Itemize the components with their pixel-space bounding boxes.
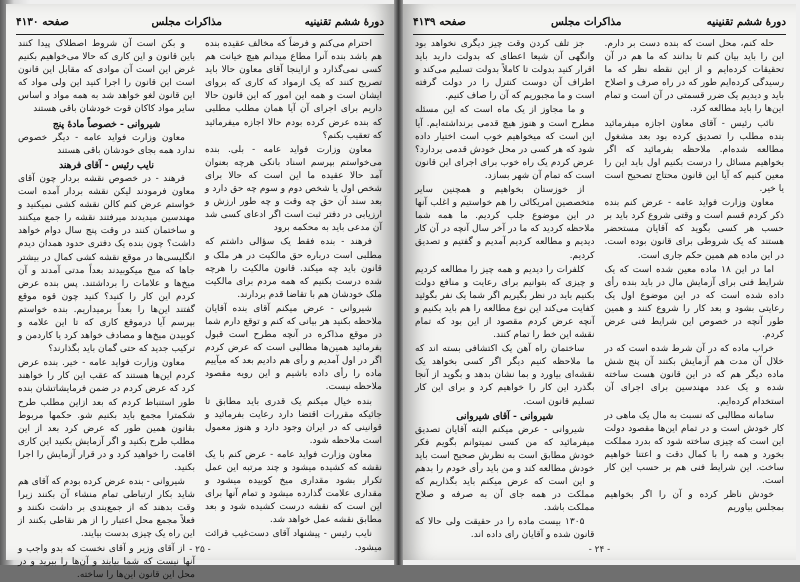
left-column-a-paragraph: و بکن است آن شروط اصطلاک پیدا کنند باین قانون و این کاری که حالا می‌خواهیم بکنیم غرض این است آن مواد‌ی که مقابل این قانون است این قانون را اجرا کنید این ولی مواد که این قانون لغو خواهد شد به همه مواد و اساس سایر مواد کاکان قوت خودشان باقی هستند <box>18 39 195 115</box>
left-column-a-paragraph: نایب رئیس - آقای فرهند <box>59 159 154 171</box>
left-column-b-paragraph: احترام می‌کنم و فرضاً که مخالف عقیده بنده هم باشد بنده آنرا مطاع میدانم هیچ خیانت هم کسی نمی‌گذارد و ازاینجا آقای معاون حالا باید تصریح کنند که یک ازمواد که کاری که بروای ایشان است و همه این امور که این قانون حالا داریم برای اجرای آن آیا همان مطلب مطلبی که بنده عرض کرده بودم حالا اجازه میفرمائید که تعقیب بکنم؟ <box>205 39 382 141</box>
right-column-b-paragraph: سامانه مطالبی که نسبت به مال یک ماهی در کار خودش است و در تمام این‌ها مقصود دولت این است که چیزی ساخته شود که بدرد مملکت بخورد و همه را با کمال دقت و اعتنا خواهیم ساخت. این شرایط فنی هم بر حسب این کار است. <box>604 410 784 487</box>
left-column-b-paragraph: شیروانی - عرض میکنم آقای بنده آقایان ملاحظه بکنید هر بیانی که کنم و توقع دارم شما در موقع مذاکره در آنچه مطرح است قبول بفرمائید همین‌ها مطالبی است که عرض کردم اگر در اول آمدیم و رأی هم دادیم بعد که میآییم ماده را رأی داده باشیم و این رویه مقصود ملاحظه نیست. <box>205 303 382 393</box>
left-page-number: - ۲۵ - <box>189 545 211 555</box>
left-header-title: مذاکرات مجلس <box>151 16 223 28</box>
right-column-b <box>605 38 785 538</box>
left-header-page-label: صفحه ۴۱۳۰ <box>16 16 69 28</box>
left-column-a <box>18 38 195 580</box>
left-column-a-paragraph: از آقای وزیر و آقای نخست که بدو واجب و آنها نیست که شما بیایند و آن‌ها را ببرید و در محل این قانون این‌ها را ساخته. <box>18 543 195 580</box>
left-column-b-paragraph: نایب رئیس - پیشنهاد آقای دست‌غیب قرائت میشود. <box>205 529 382 553</box>
left-column-b-paragraph: معاون وزارت فواید عامه - عرض کنم با یک نقشه که کشیده میشود و چند مرتبه این عمل تکرار بشود مقداری میخ کوبیده میشود و مقداری علامت گذارده میشود و تمام آنها برای این است که نقشه درست کشیده شود و بعد مطابق نقشه عمل خواهد شد. <box>205 449 382 526</box>
left-column-a-paragraph: شیروانی - بنده عرض کرده بودم که آقای هم شاید بکار ارتباطی تمام منشاء آن بکنند زیرا وقت بدهند که از جمع‌بندی بر داشت نکنند و فعلاً مجمع محل اعتبار را از هر نقاطی بکنند از این راه یک چیزی بدست بیایند. <box>18 477 195 540</box>
right-page <box>403 4 796 560</box>
right-page-header <box>413 12 786 32</box>
right-column-b-paragraph: اما در این ۱۸ ماده معین شده است که یک شرایط فنی برای آزمایش مال در باید بنده رأی داده شده است که در این موضوع اول یک رعایتی بشود و بعد کار را شروع کنند و همین طور آنچه در خصوص این شرایط فنی عرض کردم. <box>604 264 784 341</box>
right-page-number: - ۲۴ - <box>588 545 611 555</box>
right-column-a-paragraph: شیروانی - عرض میکنم البته آقایان تصدیق میفرمائید که من کسی نمیتوانم بگویم فکر خودش مطابق است به نظرش صحیح است باید خودش مطالعه کند و من باید رأی خودم را بدهم و این است که عرض میکنم باید بگذاریم که مملکت در همه جای آن به صرفه و صلاح مملکت باشد. <box>415 424 595 514</box>
right-column-a-paragraph: ۱۳۰۵ بیست ماده را در حقیقت ولی حالا که قانون شده و آقایان رای داده اند. <box>415 517 595 541</box>
left-column-a-paragraph: شیروانی - خصوصاً مادهٔ پنج <box>52 118 161 130</box>
right-column-a-paragraph: جز تلف کردن وقت چیز دیگری نخواهد بود وانگهی آن شیعا اعطای که بدولت دارید باید اقرار کنید بدولت تا کاملاً بدولت تسلیم می‌کند و اطراف آن دوست کنترل را در دولت گرفته است و ما مجبوریم که آن را صاف کنیم. <box>415 39 595 102</box>
right-column-a-paragraph: شیروانی - آقای شیروانی <box>456 410 554 422</box>
left-column-b-paragraph: معاون وزارت فواید عامه - بلی. بنده می‌خواستم بپرسم اسناد بانکی هرچه بعنوان آمد حالا عقیده ما این است که حالا برای شخص اول یا شخص دوم و سوم چه حق دارد و بعد سند آن حق چه وقت و چه طور ارزش و ارزیابی در دفتر ثبت است اگر ادعای کسی شد آن مدعی باید به محکمه برود <box>205 144 382 234</box>
left-page <box>6 4 394 580</box>
right-header-session: دورهٔ ششم تقنینیه <box>706 16 786 28</box>
left-column-b <box>205 38 382 553</box>
left-header-session: دورهٔ ششم تقنینیه <box>304 16 384 28</box>
right-header-title: مذاکرات مجلس <box>550 16 622 28</box>
left-header-rule <box>16 34 384 35</box>
right-page-body <box>415 38 784 541</box>
right-column-b-paragraph: خراب ماده که در آن شرط شده است که در خلال آن مدت هم آزمایش بکنند آن پنج شش ماده دیگر هم که در این قانون هست ساخته شده و یک عدد مهندسین برای اجرای آن استخدام کرده‌ایم. <box>604 344 784 407</box>
right-column-a-paragraph: کلفرات را دیدیم و همه چیز را مطالعه کردیم و چیزی که بتوانیم برای رعایت و منافع دولت بکنیم باید در نظر بگیریم اگر شما یک نفر بگوئید کفایت می‌کند این نوع مطالعه را هم باید بکنیم و آنچه عرض کردم مقصود از این بود که تمام نقشه این خط را تمام کنند. <box>415 264 595 341</box>
book-gutter <box>394 0 403 565</box>
left-column-a-paragraph: معاون وزارت فواید عامه - خیر. بنده عرض کردم این‌ها هستند که عقب این کار را خواهند کرد که عرض کردم در ضمن فرمایشاتشان بنده طور استنباط کردم که بعد ازاین مطلب طرح شکمترا مجمع باید بکنیم شو. حکمها مربوط بقانون همین طور که عرض کرد بعد از این مطلب طرح بکنید و اگر آزمایش بکنید این کاری اقامت را خواهید کرد و در قرار آزمایش را اجرا بکنید. <box>18 358 195 473</box>
left-page-header <box>16 12 384 32</box>
right-column-a-paragraph: از خوزستان بخواهیم و همچنین سایر متخصصین امریکائی را هم خواستیم و اغلب آنها در این موضوع جلب کردیم. ما همه شما ملاحظه کردید که ما در آخر سال آنچه در آن کار دیدیم و مطالعه کردیم آمدیم و گفتیم و تصدیق کردیم. <box>415 185 595 261</box>
left-column-a-paragraph: فرهند - در خصوص نقشه بردار چون آقای معاون فرمودند لیکن نقشه بردار آمده است خواستم عرض کنم کالن نقشه کشی نمیکنید و مهندسین میدیدند میرفتند نقشه را جمع میکنند و ساختمان کنند در وقت پنج سال دوام خواهد داشت؟ چون بنده یک دفتری حدود همدان دیدم انگلیسی‌ها در موقع نقشه کشی کمال در بیشتر جاها که میخ میکوبیدند بعداً مدتی آمدند و آن میخ‌ها و علامات را برداشتند. پس بنده عرض کردم این کار را کنید؟ کنید چون قوه موقع گفتند این‌ها را بعداً برمیداریم. بنده خواستم بپرسم آیا درموقع کاری که تا این علامه و کوبیدن میخ‌ها و مصادف خواهد کرد یا کاردمن و ترکیب جدید که حتی گمان باید بگذارند؟ <box>18 173 195 355</box>
left-column-b-paragraph: فرهند - بنده فقط یک سؤالی داشتم که مطلبی است درباره حق مالکیت در هر ملک و قانون باید چه میکند. قانون مالکیت را هرچه شده درست بکنیم که همه مردم برای مالکیت ملک خودشان هم با تقاضا قدم بردارند. <box>205 237 382 300</box>
right-column-b-paragraph: خودش ناظر کرده و آن را اگر بخواهیم بمجلس بیاوریم <box>604 490 784 514</box>
right-column-b-paragraph: حله کنم، محل است که بنده دست بر دارم. این را باید بیان کنم تا بدانند که ما هم در آن تحقیقات کرده‌ایم و از این نقطه نظر که ما رسیدگی کرده‌ایم طور که در راه صرف و اصلاح باید و دیدیم یک ضرر قسمتی در آن است و تمام این‌ها را باید مطالعه کرد. <box>604 39 784 115</box>
right-column-a <box>415 38 595 541</box>
right-column-a-paragraph: و ما مجاوز از یک ماه است که این مسئله مطرح است و هنوز هیچ قدمی برنداشته‌ایم. آیا این است که میخواهیم خوب است اختیار داده شود که هر کسی در محل خودش قدمی بردارد؟ عرض کردم یک راه خوب برای اجرای این قانون است که تمام آن شهر بسازد. <box>415 105 595 181</box>
left-column-b-paragraph: بنده خیال میکنم یک قدری باید مطابق تا جائیکه مقررات اقتضا دارد رعایت بفرمائید و قوانینی که در ایران وجود دارد و هنوز معمول است ملاحظه شود. <box>205 396 382 446</box>
right-column-a-paragraph: ساختمان راه آهن یک اکتشافی بسته اند که ما ملاحظه کنیم دیگر اگر کسی بخواهد یک نقشه‌ای بیاورد و بما نشان بدهد و بگوید از آنجا بگذرد این کار را خواهیم کرد و برای این کار تسلیم قانون است. <box>415 344 595 407</box>
right-header-rule <box>413 34 786 35</box>
right-header-page-label: صفحه ۴۱۳۹ <box>413 16 466 28</box>
right-column-b-paragraph: معاون وزارت فواید عامه - عرض کنم بنده ذکر کردم قسم است و وقتی شروع کرد باید بر حسب هر کسی بگوید که آقایان مستحضر هستند که یک شروطی برای قانون بوده است. در این ماده هم همین حکم جاری است. <box>604 198 784 261</box>
left-column-a-paragraph: معاون وزارت فواید عامه - دیگر خصوص ندارد همه بجای خودشان باقی هستند <box>18 132 195 156</box>
right-column-b-paragraph: نائب رئیس - آقای معاون اجازه میفرمائید بنده مطلب را تصدیق کرده بود بعد مشغول مطالعه شده‌ام. ملاحظه بفرمائید که اگر بخواهیم مسائل را درست بکنیم اول باید این را معین کنیم که آیا این قانون محتاج تصحیح است یا خیر. <box>604 118 784 195</box>
